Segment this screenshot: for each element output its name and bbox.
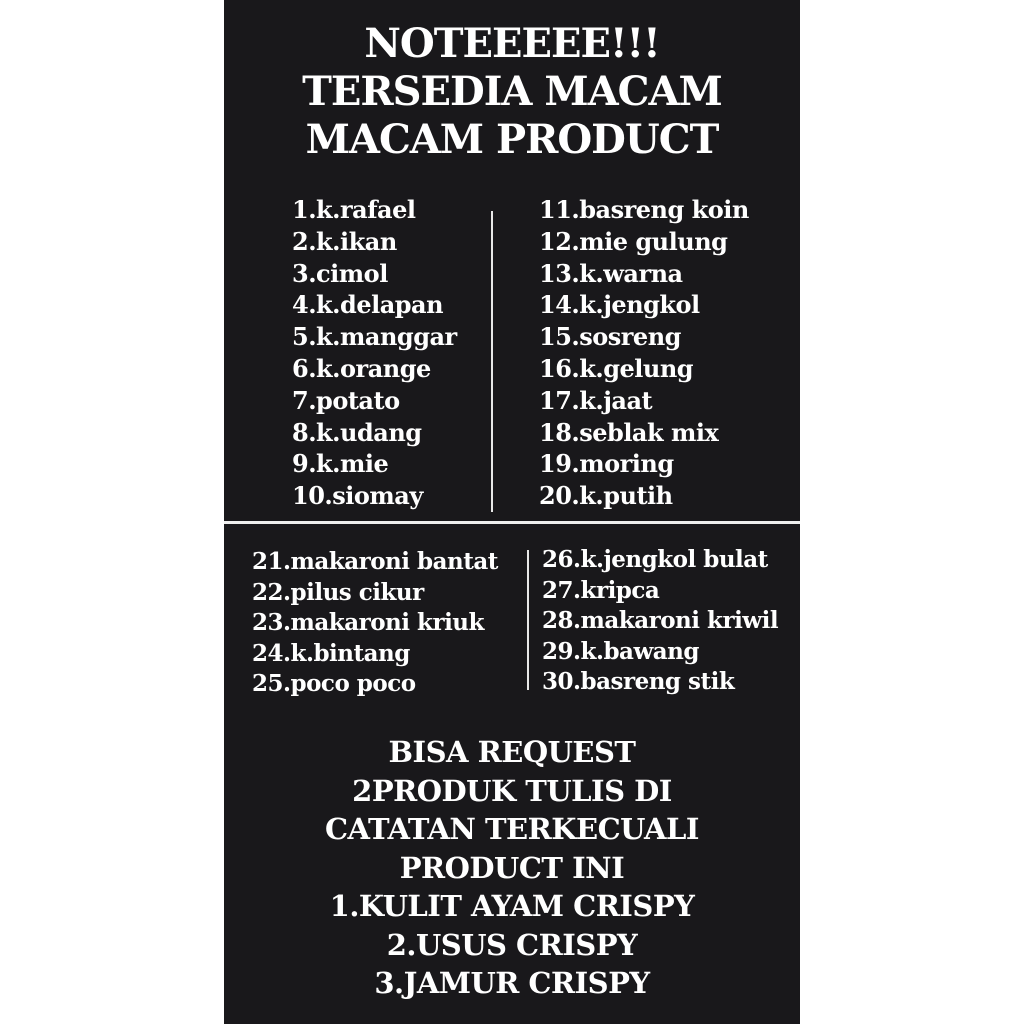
product-column-21-25 <box>252 547 498 700</box>
product-item: 26.k.jengkol bulat <box>542 546 768 573</box>
product-item: 25.poco poco <box>252 670 416 697</box>
product-item: 18.seblak mix <box>539 417 719 447</box>
product-item: 15.sosreng <box>539 322 681 352</box>
note-line: 2PRODUK TULIS DI <box>352 773 672 808</box>
product-item: 27.kripca <box>542 576 660 604</box>
product-column-26-30 <box>542 545 778 698</box>
excluded-product: 2.USUS CRISPY <box>386 927 638 962</box>
note-line: PRODUCT INI <box>399 850 625 885</box>
column-divider-top <box>491 211 493 512</box>
product-item: 10.siomay <box>292 481 423 511</box>
note-line: BISA REQUEST <box>388 735 636 769</box>
product-item: 22.pilus cikur <box>252 578 424 606</box>
product-column-1-10 <box>292 194 457 512</box>
product-item: 28.makaroni kriwil <box>542 607 779 634</box>
product-item: 23.makaroni kriuk <box>252 609 484 636</box>
product-item: 17.k.jaat <box>539 385 653 415</box>
poster-heading <box>224 20 800 164</box>
excluded-product: 3.JAMUR CRISPY <box>374 966 650 1000</box>
product-item: 24.k.bintang <box>252 639 410 667</box>
product-item: 20.k.putih <box>539 481 673 511</box>
product-item: 4.k.delapan <box>292 290 444 320</box>
product-item: 12.mie gulung <box>539 226 728 256</box>
heading-line: MACAM PRODUCT <box>305 116 719 163</box>
product-item: 21.makaroni bantat <box>252 548 498 575</box>
product-item: 2.k.ikan <box>292 226 397 256</box>
excluded-product: 1.KULIT AYAM CRISPY <box>329 889 695 923</box>
product-item: 8.k.udang <box>292 417 422 447</box>
product-item: 29.k.bawang <box>542 637 699 665</box>
column-divider-bottom <box>527 550 529 690</box>
product-list-poster <box>224 0 800 1024</box>
product-item: 16.k.gelung <box>539 353 694 383</box>
product-item: 1.k.rafael <box>292 195 416 224</box>
heading-line: TERSEDIA MACAM <box>302 68 722 115</box>
note-line: CATATAN TERKECUALI <box>324 812 700 846</box>
product-item: 3.cimol <box>292 258 388 288</box>
product-item: 19.moring <box>539 449 674 479</box>
product-item: 5.k.manggar <box>292 322 457 352</box>
product-item: 13.k.warna <box>539 258 683 288</box>
product-item: 14.k.jengkol <box>539 290 700 320</box>
product-item: 30.basreng stik <box>542 668 735 695</box>
section-divider <box>224 521 800 524</box>
product-item: 11.basreng koin <box>539 195 749 224</box>
request-note <box>224 733 800 1003</box>
product-column-11-20 <box>539 194 749 512</box>
heading-line: NOTEEEEE!!! <box>364 20 660 67</box>
product-item: 9.k.mie <box>292 449 389 479</box>
product-item: 6.k.orange <box>292 353 431 383</box>
product-item: 7.potato <box>292 385 400 415</box>
